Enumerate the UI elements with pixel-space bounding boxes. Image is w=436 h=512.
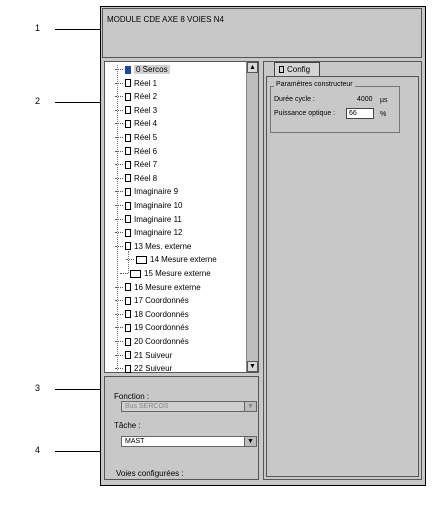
tache-select-value: MAST — [125, 438, 145, 445]
config-tab-body — [266, 76, 419, 477]
voies-configurees-label: Voies configurées : — [116, 469, 184, 478]
tree-item[interactable] — [115, 90, 157, 103]
tree-item[interactable] — [115, 308, 189, 321]
callout-number-2: 2 — [35, 96, 41, 106]
tree-connector — [115, 137, 123, 138]
document-icon — [125, 120, 131, 128]
tree-connector — [115, 110, 123, 111]
fonction-select-value: Bus SERCOS — [125, 403, 169, 410]
tree-item-label: 0 Sercos — [136, 65, 168, 74]
tree-connector — [115, 287, 123, 288]
tree-item[interactable] — [120, 267, 211, 280]
tree-item[interactable] — [115, 321, 189, 334]
tree-item[interactable] — [115, 294, 189, 307]
tree-connector — [115, 123, 123, 124]
duree-cycle-value: 4000 — [357, 96, 373, 103]
document-icon — [125, 174, 131, 182]
tree-connector — [126, 259, 134, 260]
tree-item-label: 17 Coordonnés — [134, 296, 189, 306]
config-tab-icon — [279, 66, 284, 73]
tree-item[interactable] — [115, 131, 157, 144]
document-icon — [125, 202, 131, 210]
tree-connector — [115, 205, 123, 206]
tache-dropdown-icon[interactable]: ▼ — [244, 437, 256, 446]
tree-connector — [115, 96, 123, 97]
tree-item-label: 18 Coordonnés — [134, 309, 189, 319]
fonction-label: Fonction : — [114, 392, 150, 401]
tree-item-label: 20 Coordonnés — [134, 337, 189, 346]
tree-item[interactable] — [115, 77, 157, 90]
document-icon — [125, 338, 131, 346]
tree-item[interactable] — [115, 104, 157, 117]
tree-item-label: Imaginaire 10 — [134, 201, 183, 210]
tree-connector — [115, 191, 123, 192]
tree-connector — [115, 246, 123, 247]
tree-connector — [120, 273, 128, 274]
tree-item[interactable] — [115, 185, 178, 198]
tree-item-label: 15 Mesure externe — [144, 269, 211, 278]
tree-item-label: Imaginaire 12 — [134, 228, 183, 238]
duree-cycle-label: Durée cycle : — [274, 96, 315, 103]
tree-connector — [115, 327, 123, 328]
document-icon — [125, 66, 131, 74]
document-icon — [125, 147, 131, 155]
tree-connector — [115, 178, 123, 179]
tree-item-label: Réel 5 — [134, 133, 158, 142]
tree-connector — [115, 164, 123, 165]
scroll-down-arrow-icon[interactable]: ▼ — [247, 361, 258, 372]
tree-item-label: Réel 3 — [134, 105, 158, 115]
fonction-select — [121, 401, 257, 412]
tree-connector — [115, 300, 123, 301]
tree-item-label: 14 Mesure externe — [150, 255, 217, 265]
document-icon — [125, 283, 131, 291]
tree-item[interactable] — [115, 117, 157, 130]
tree-item-label: 16 Mesure externe — [134, 282, 201, 292]
tree-connector — [115, 69, 123, 70]
document-icon — [125, 242, 131, 250]
document-icon — [125, 93, 131, 101]
tree-item-label: 22 Suiveur — [134, 364, 173, 374]
tache-label: Tâche : — [114, 421, 141, 430]
document-icon — [130, 270, 141, 278]
tree-item[interactable] — [126, 253, 217, 266]
document-icon — [125, 106, 131, 114]
tree-connector — [115, 355, 123, 356]
tree-connector — [115, 219, 123, 220]
document-icon — [125, 79, 131, 87]
document-icon — [125, 365, 131, 373]
tree-item-label: Réel 1 — [134, 78, 158, 88]
document-icon — [125, 134, 131, 142]
document-icon — [125, 324, 131, 332]
tree-connector — [115, 341, 123, 342]
tree-item-label: Imaginaire 11 — [134, 214, 182, 224]
duree-cycle-unit: µs — [380, 97, 388, 104]
module-title: MODULE CDE AXE 8 VOIES N4 — [107, 15, 224, 24]
document-icon — [125, 297, 131, 305]
tree-item[interactable] — [115, 349, 172, 362]
tree-item[interactable] — [115, 335, 189, 348]
tree-item[interactable] — [115, 362, 172, 375]
tree-item-label: 13 Mes. externe — [134, 241, 192, 251]
tree-item[interactable] — [115, 226, 182, 239]
tab-config-label: Config — [287, 65, 311, 74]
tree-connector — [115, 232, 123, 233]
tree-connector — [115, 314, 123, 315]
tree-connector — [115, 368, 123, 369]
tree-item[interactable] — [115, 281, 201, 294]
tree-item-label: Réel 4 — [134, 119, 158, 129]
tree-item[interactable] — [115, 172, 157, 185]
puissance-optique-input[interactable]: 66 — [346, 108, 374, 119]
tree-connector — [115, 83, 123, 84]
tree-item-label: Réel 8 — [134, 173, 158, 183]
fonction-dropdown-icon: ▼ — [244, 402, 256, 411]
document-icon — [125, 351, 131, 359]
tree-item[interactable] — [115, 63, 170, 76]
document-icon — [125, 229, 131, 237]
tree-item[interactable] — [115, 158, 157, 171]
callout-number-4: 4 — [35, 445, 41, 455]
tree-item[interactable] — [115, 145, 157, 158]
puissance-optique-label: Puissance optique : — [274, 110, 336, 117]
tree-item-label: Imaginaire 9 — [134, 187, 179, 197]
callout-number-3: 3 — [35, 383, 41, 393]
document-icon — [125, 310, 131, 318]
tree-item-label: Réel 2 — [134, 92, 158, 102]
tab-config[interactable] — [274, 62, 320, 76]
document-icon — [125, 188, 131, 196]
callout-number-1: 1 — [35, 23, 41, 33]
scroll-up-arrow-icon[interactable]: ▲ — [247, 62, 258, 73]
tree-item[interactable] — [115, 213, 182, 226]
tache-select[interactable] — [121, 436, 257, 447]
document-icon — [125, 161, 131, 169]
document-icon — [136, 256, 147, 264]
tree-connector — [115, 151, 123, 152]
puissance-optique-unit: % — [380, 111, 387, 118]
tree-scrollbar[interactable] — [246, 62, 258, 372]
tree-item-label: 19 Coordonnés — [134, 323, 189, 333]
tree-item-label: Réel 7 — [134, 160, 158, 170]
document-icon — [125, 215, 131, 223]
tree-item-label: 21 Suiveur — [134, 350, 173, 360]
tree-item[interactable] — [115, 199, 182, 212]
tree-item[interactable] — [115, 240, 191, 253]
parametres-constructeur-title: Paramètres constructeur — [276, 81, 353, 88]
tree-item-label: Réel 6 — [134, 146, 158, 156]
module-header — [102, 8, 422, 58]
